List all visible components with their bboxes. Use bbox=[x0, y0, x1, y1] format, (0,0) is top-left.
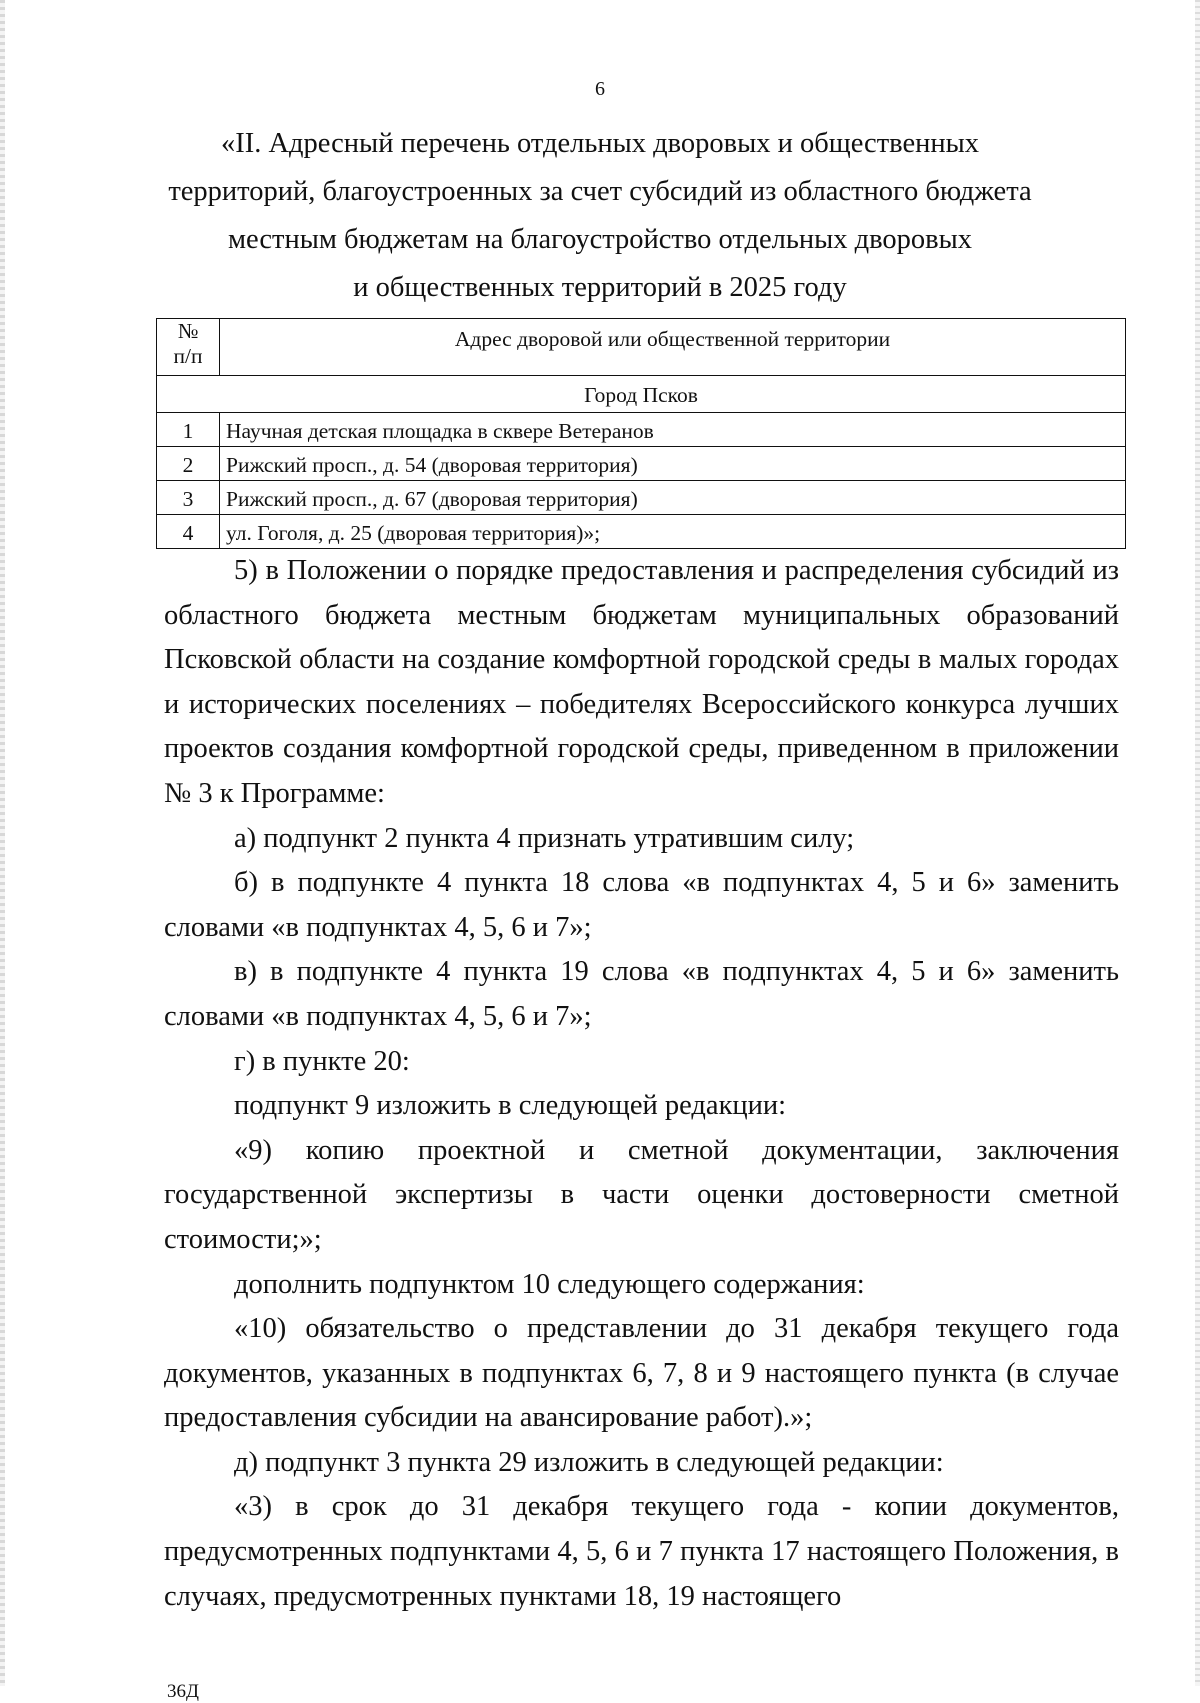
table-row bbox=[157, 447, 1126, 481]
paragraph: г) в пункте 20: bbox=[234, 1045, 410, 1077]
page-number: 6 bbox=[595, 78, 605, 100]
row-number: 1 bbox=[157, 413, 220, 447]
header-address-cell: Адрес дворовой или общественной территории bbox=[220, 319, 1126, 376]
scan-edge-right bbox=[1195, 0, 1200, 1686]
header-number-symbol: № bbox=[177, 319, 199, 343]
scan-edge-left bbox=[0, 0, 5, 1686]
paragraph: д) подпункт 3 пункта 29 изложить в следующей редакции: bbox=[234, 1446, 944, 1478]
row-address: Научная детская площадка в сквере Ветеранов bbox=[220, 413, 1126, 447]
header-number-cell bbox=[157, 319, 220, 376]
row-address: Рижский просп., д. 67 (дворовая территория) bbox=[220, 481, 1126, 515]
paragraph: б) в подпункте 4 пункта 18 слова «в подпунктах 4, 5 и 6» заменить словами «в подпунктах 4, 5, 6 и 7»; bbox=[164, 867, 1119, 943]
section-heading bbox=[140, 120, 1060, 312]
table-row bbox=[157, 413, 1126, 447]
row-number: 4 bbox=[157, 515, 220, 549]
row-number: 3 bbox=[157, 481, 220, 515]
heading-line: местным бюджетам на благоустройство отдельных дворовых bbox=[228, 224, 972, 255]
paragraph: дополнить подпунктом 10 следующего содержания: bbox=[234, 1268, 865, 1300]
paragraph: а) подпункт 2 пункта 4 признать утратившим силу; bbox=[234, 822, 855, 854]
table-header-row bbox=[157, 319, 1126, 376]
paragraph: «9) копию проектной и сметной документации, заключения государственной экспертизы в части оценки достоверности сметной стоимости;»; bbox=[164, 1134, 1119, 1255]
paragraph: «10) обязательство о представлении до 31 декабря текущего года документов, указанных в подпунктах 6, 7, 8 и 9 настоящего пункта (в случае предоставления субсидии на авансирование работ).»; bbox=[164, 1313, 1119, 1434]
paragraph: 5) в Положении о порядке предоставления и распределения субсидий из областного бюджета местным бюджетам муниципальных образований Псковской области на создание комфортной городской среды в малых городах и исторических поселениях – победителях Всероссийского конкурса лучших проектов создания комфортной городской среды, приведенном в приложении № 3 к Программе: bbox=[164, 555, 1119, 809]
header-number-abbrev: п/п bbox=[173, 344, 203, 368]
table-group-row bbox=[157, 376, 1126, 413]
row-number: 2 bbox=[157, 447, 220, 481]
paragraph: «3) в срок до 31 декабря текущего года - копии документов, предусмотренных подпунктами 4, 5, 6 и 7 пункта 17 настоящего Положения, в случаях, предусмотренных пунктами 18, 19 настоящего bbox=[164, 1491, 1119, 1612]
paragraph: подпункт 9 изложить в следующей редакции: bbox=[234, 1090, 787, 1122]
row-address: Рижский просп., д. 54 (дворовая территория) bbox=[220, 447, 1126, 481]
heading-line: «II. Адресный перечень отдельных дворовых и общественных bbox=[220, 128, 980, 159]
heading-line: территорий, благоустроенных за счет субсидий из областного бюджета bbox=[168, 176, 1032, 207]
heading-line: и общественных территорий в 2025 году bbox=[353, 272, 847, 303]
paragraph: в) в подпункте 4 пункта 19 слова «в подпунктах 4, 5 и 6» заменить словами «в подпунктах 4, 5, 6 и 7»; bbox=[164, 956, 1119, 1032]
body-text bbox=[164, 549, 1119, 1619]
group-city-label: Город Псков bbox=[157, 376, 1126, 413]
table-row bbox=[157, 481, 1126, 515]
address-table bbox=[156, 318, 1126, 549]
table-row bbox=[157, 515, 1126, 549]
footer-code: 36Д bbox=[167, 1681, 199, 1702]
row-address: ул. Гоголя, д. 25 (дворовая территория)»; bbox=[220, 515, 1126, 549]
